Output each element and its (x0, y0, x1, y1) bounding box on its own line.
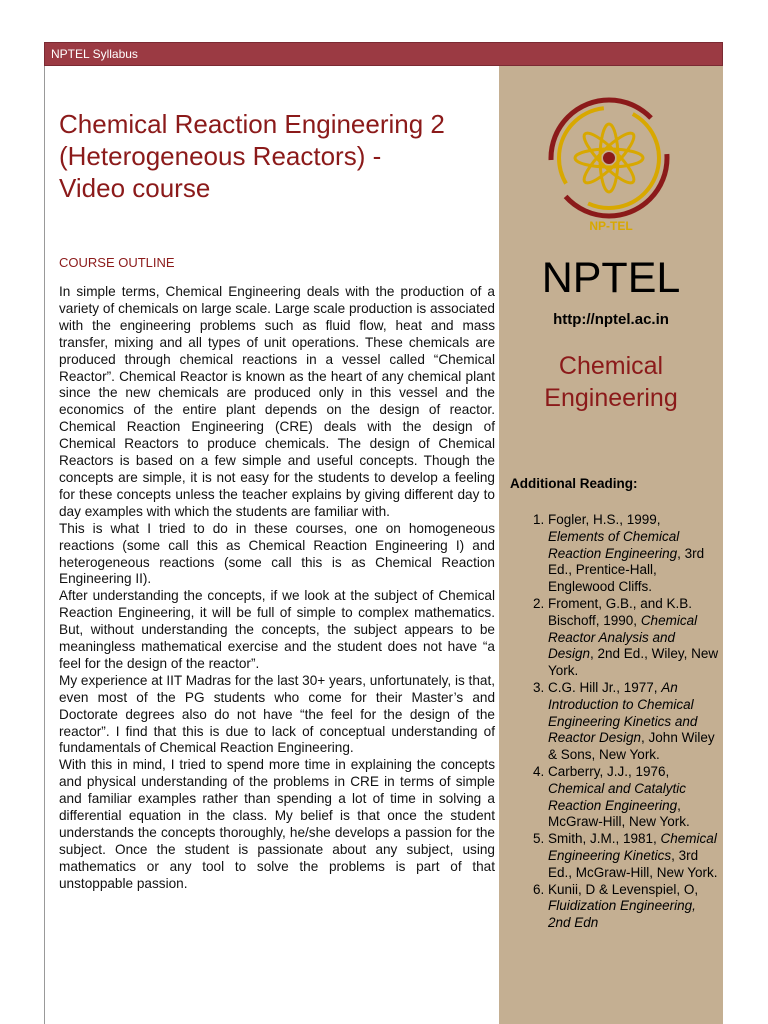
website-url: http://nptel.ac.in (553, 311, 669, 328)
reference-item: 2. Froment, G.B., and K.B. Bischoff, 1990, Chemical Reactor Analysis and Design, 2nd Ed., Wiley, New York. (548, 596, 719, 680)
department (499, 350, 723, 414)
reference-item: 6. Kunii, D & Levenspiel, O, Fluidization Engineering, 2nd Edn (548, 882, 719, 932)
org-name: NPTEL (541, 254, 681, 302)
reference-item: 3. C.G. Hill Jr., 1977, An Introduction to Chemical Engineering Kinetics and Reactor Design, John Wiley & Sons, New York. (548, 680, 719, 764)
main-content (44, 66, 500, 1024)
sidebar (499, 66, 723, 1024)
description-paragraph: My experience at IIT Madras for the last 30+ years, unfortunately, is that, even most of the PG students who come for their Master’s and Doctorate degrees also do not have “the feel for the design of the reactor”. I find that this is due to lack of conceptual understanding of fundamentals of Chemical Reaction Engineering. (59, 672, 495, 756)
description-paragraph: After understanding the concepts, if we look at the subject of Chemical Reaction Engineering, it will be full of simple to complex mathematics. But, without understanding the concepts, the subject appears to be meaningless mathematical exercise and the student does not have “a feel for the design of the reactor”. (59, 588, 495, 671)
logo-caption: NP-TEL (589, 219, 633, 233)
course-title-line: Video course (59, 173, 211, 203)
description-paragraph: This is what I tried to do in these courses, one on homogeneous reactions (some call this as Chemical Reaction Engineering I) and heterogeneous reactions (some call this is as Chemical Reaction Engineering II). (59, 520, 495, 587)
header-title: NPTEL Syllabus (51, 47, 138, 61)
outline-heading: COURSE OUTLINE (59, 255, 175, 270)
description-paragraph: In simple terms, Chemical Engineering deals with the production of a variety of chemicals on large scale. Large scale production is associated with the engineering problems such as fluid flow, heat and mass transfer, mixing and all types of unit operations. These chemicals are produced through chemical reactions in a vessel called “Chemical Reactor”. Chemical Reactor is known as the heart of any chemical plant since the new chemicals are produced only in this vessel and the economics of the entire plant depends on the design of reactor. Chemical Reaction Engineering (CRE) deals with the design of Chemical Reactors to produce chemicals. The design of Chemical Reactors is based on a few simple and useful concepts. Though the concepts are simple, it is not easy for the students to develop a feeling for these concepts unless the teacher explains by giving different day to day examples with which the students are familiar with. (59, 284, 495, 519)
course-title (59, 108, 499, 204)
department-line: Engineering (544, 384, 678, 412)
reference-item: 1. Fogler, H.S., 1999, Elements of Chemical Reaction Engineering, 3rd Ed., Prentice-Hall, Englewood Cliffs. (548, 512, 719, 596)
reference-item: 5. Smith, J.M., 1981, Chemical Engineering Kinetics, 3rd Ed., McGraw-Hill, New York. (548, 831, 719, 881)
department-line: Chemical (558, 352, 664, 380)
course-description (59, 284, 495, 893)
description-paragraph: With this in mind, I tried to spend more time in explaining the concepts and physical understanding of the problems in CRE in terms of simple and familiar examples rather than spending a lot of time in solving a differential equation in the class. My belief is that once the student understands the concepts thoroughly, he/she develops a passion for the subject. Once the student is passionate about any subject, using mathematics or any tool to solve the problems is part of that unstoppable passion. (59, 757, 495, 891)
reading-heading: Additional Reading: (510, 476, 638, 491)
reading-list (499, 512, 719, 932)
reference-item: 4. Carberry, J.J., 1976, Chemical and Catalytic Reaction Engineering, McGraw-Hill, New York. (548, 764, 719, 831)
nptel-logo-icon (539, 92, 679, 232)
course-title-line: (Heterogeneous Reactors) - (59, 141, 382, 171)
course-title-line: Chemical Reaction Engineering 2 (59, 109, 445, 139)
header-bar (44, 42, 723, 66)
